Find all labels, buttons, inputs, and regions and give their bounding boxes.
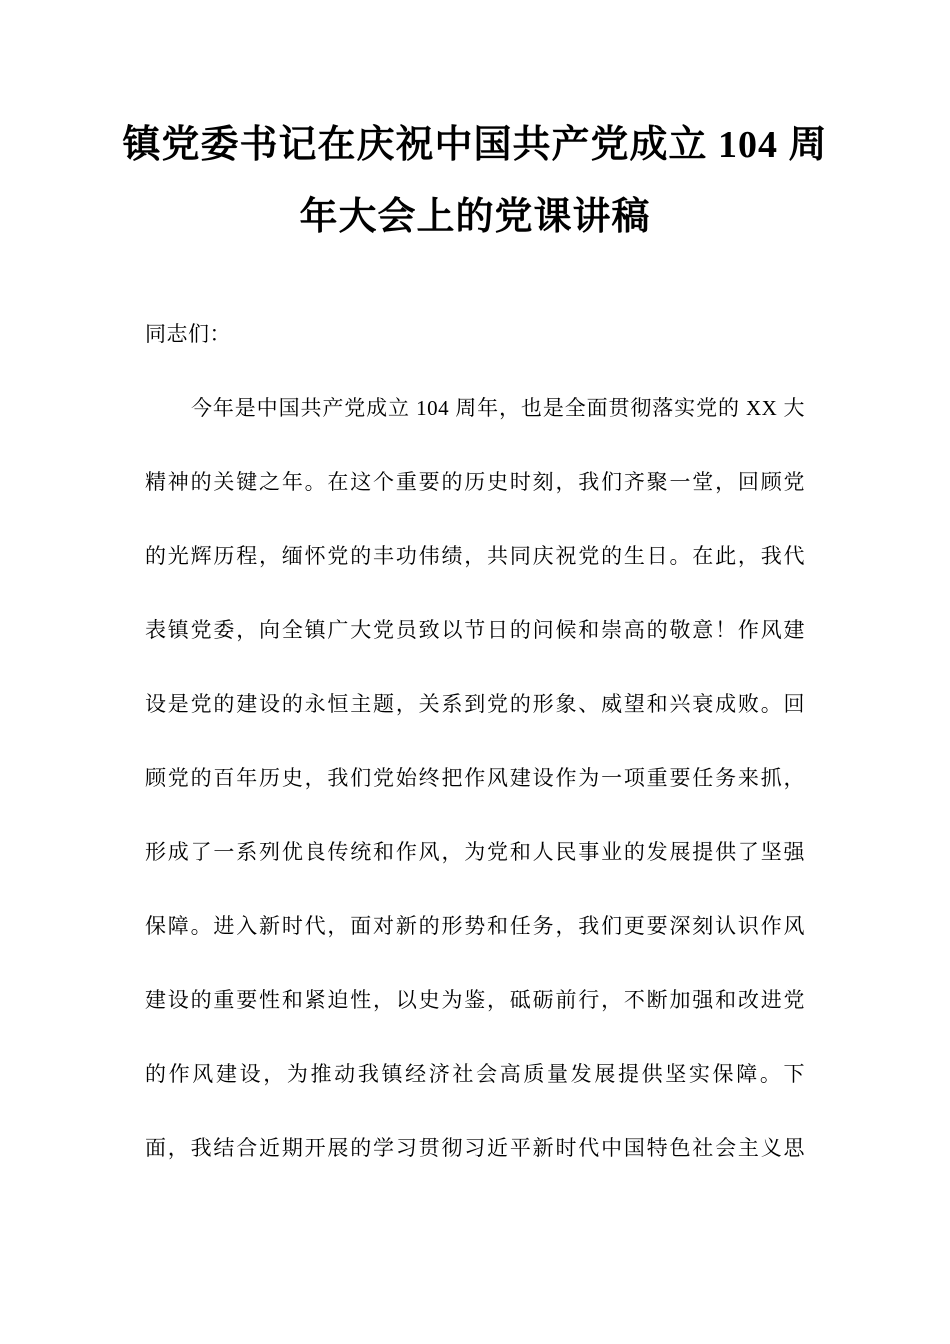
document-title-line-1: 镇党委书记在庆祝中国共产党成立 104 周 [122, 124, 828, 166]
body-line: 的光辉历程，缅怀党的丰功伟绩，共同庆祝党的生日。在此，我代 [145, 544, 805, 568]
body-line: 表镇党委，向全镇广大党员致以节日的问候和崇高的敬意！作风建 [145, 618, 805, 642]
body-line: 面，我结合近期开展的学习贯彻习近平新时代中国特色社会主义思 [145, 1136, 805, 1160]
body-line: 的作风建设，为推动我镇经济社会高质量发展提供坚实保障。下 [145, 1062, 805, 1086]
document-body [145, 297, 805, 1185]
body-line: 精神的关键之年。在这个重要的历史时刻，我们齐聚一堂，回顾党 [145, 470, 805, 494]
body-line: 保障。进入新时代，面对新的形势和任务，我们更要深刻认识作风 [145, 914, 805, 938]
body-line: 顾党的百年历史，我们党始终把作风建设作为一项重要任务来抓， [145, 766, 805, 790]
body-line: 今年是中国共产党成立 104 周年，也是全面贯彻落实党的 XX 大 [191, 396, 805, 420]
document-title-line-2: 年大会上的党课讲稿 [299, 196, 651, 238]
document-title [75, 0, 875, 253]
body-line: 形成了一系列优良传统和作风，为党和人民事业的发展提供了坚强 [145, 840, 805, 864]
body-line: 设是党的建设的永恒主题，关系到党的形象、威望和兴衰成败。回 [145, 692, 805, 716]
salutation-line: 同志们： [145, 322, 231, 346]
body-line: 建设的重要性和紧迫性，以史为鉴，砥砺前行，不断加强和改进党 [145, 988, 805, 1012]
